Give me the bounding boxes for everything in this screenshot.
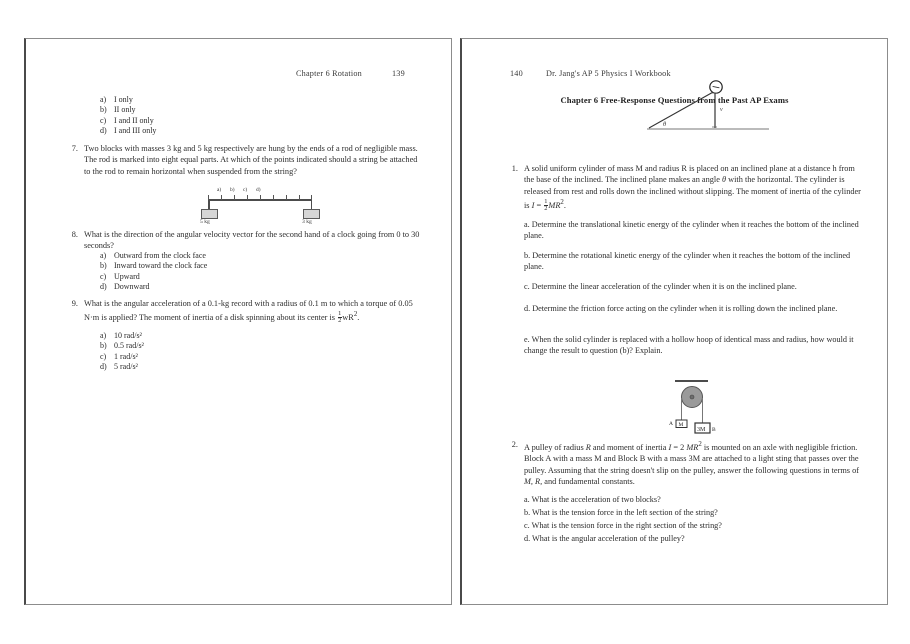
rod-point-label: a) — [217, 187, 222, 193]
question-9 — [62, 298, 422, 325]
page-number-right: 140 — [510, 69, 523, 78]
inertia-I: I — [668, 442, 672, 452]
choice-label: d) — [100, 362, 107, 372]
page-left — [24, 38, 452, 605]
choice-text: II only — [114, 105, 136, 115]
part-label: e. — [524, 335, 530, 344]
rod-tick — [247, 195, 248, 200]
part-label: a. — [524, 495, 530, 504]
question-2-part-c — [524, 520, 864, 531]
rod-point-label: d) — [256, 187, 261, 193]
theta-symbol: θ — [721, 175, 727, 185]
part-text: What is the tension force in the left section of the string? — [532, 508, 718, 517]
question-6-choices — [100, 95, 360, 137]
choice-item — [100, 116, 360, 126]
rod-tick — [208, 195, 209, 200]
choice-item — [100, 105, 360, 115]
question-2 — [502, 439, 864, 487]
formula-I: I — [531, 200, 535, 210]
choice-label: a) — [100, 95, 107, 104]
rod-tick — [311, 195, 312, 200]
formula-exponent: 2 — [698, 441, 702, 448]
choice-text: Downward — [114, 282, 150, 292]
formula-MR: MR — [686, 442, 699, 452]
choice-label: c) — [100, 115, 107, 125]
choice-item — [100, 341, 380, 351]
choice-item — [100, 95, 360, 105]
part-label: b. — [524, 508, 531, 517]
question-9-choices — [100, 331, 380, 373]
part-label: d. — [524, 304, 531, 313]
choice-item — [100, 352, 380, 362]
question-2-text-part2: and moment of inertia — [590, 442, 669, 452]
part-text: Determine the linear acceleration of the cylinder when it is on the inclined plane. — [531, 282, 797, 291]
question-2-text-part1: A pulley of radius — [524, 442, 586, 452]
question-1-part-e — [524, 334, 864, 357]
question-text — [524, 439, 864, 487]
variables-list: M, R, — [524, 476, 543, 486]
rod-tick — [221, 195, 222, 200]
question-number: 8. — [71, 230, 78, 239]
choice-label: c) — [100, 351, 107, 361]
question-text — [524, 163, 864, 213]
block-b-label: B — [712, 427, 716, 433]
question-8 — [62, 229, 422, 252]
running-head-chapter: Chapter 6 Rotation — [296, 69, 362, 78]
choice-text: Upward — [114, 271, 140, 281]
question-number: 7. — [71, 144, 78, 153]
question-8-choices — [100, 251, 380, 293]
choice-label: c) — [100, 271, 107, 281]
choice-label: a) — [100, 251, 107, 260]
pulley-with-two-blocks-diagram — [640, 377, 760, 439]
question-2-equals: = 2 — [671, 442, 687, 452]
question-2-part-a — [524, 494, 864, 505]
choice-label: d) — [100, 282, 107, 292]
running-head-title: Dr. Jang's AP 5 Physics I Workbook — [546, 69, 671, 78]
choice-text: 0.5 rad/s² — [114, 341, 144, 351]
choice-text: 1 rad/s² — [114, 351, 138, 361]
middle-dot: · — [90, 313, 93, 323]
rod-tick — [260, 195, 261, 200]
choice-text: I and III only — [114, 126, 157, 136]
part-label: b. — [524, 251, 531, 260]
part-label: d. — [524, 534, 531, 543]
choice-label: a) — [100, 331, 107, 340]
formula-MR: MR — [548, 200, 561, 210]
incline-hypotenuse — [649, 91, 715, 128]
fraction-denominator: 2 — [338, 317, 342, 325]
formula-exponent: 2 — [560, 199, 564, 207]
rod-tick — [286, 195, 287, 200]
question-text: Two blocks with masses 3 kg and 5 kg respectively are hung by the ends of a rod of negligible mass. The rod is marked into eight equal parts. At which of the points indicated should a string be attached to the rod to remain horizontal when suspended from the string? — [84, 144, 418, 176]
part-text: Determine the translational kinetic energy of the cylinder when it reaches the bottom of the inclined plane. — [524, 220, 859, 241]
chapter-title: Chapter 6 Free-Response Questions from the Past AP Exams — [560, 95, 789, 105]
choice-item — [100, 362, 380, 372]
block-a-mass-label: M — [678, 422, 684, 428]
question-2-part-d — [524, 533, 864, 544]
choice-item — [100, 126, 360, 136]
question-2-text-part4: and fundamental constants. — [542, 476, 635, 486]
choice-text: I only — [114, 95, 133, 104]
question-1-part-a — [524, 219, 864, 242]
rod-tick — [299, 195, 300, 200]
fraction-numerator: 1 — [544, 197, 548, 205]
choice-text: 10 rad/s² — [114, 331, 142, 340]
rod-tick — [273, 195, 274, 200]
part-label: c. — [524, 521, 530, 530]
rod-point-label: b) — [230, 187, 235, 193]
rod-with-masses-diagram — [186, 187, 336, 229]
angle-theta-label: θ — [663, 121, 667, 128]
pulley-axle — [690, 395, 694, 399]
question-1-part-c — [524, 281, 869, 292]
choice-label: b) — [100, 105, 107, 115]
fraction-numerator: 1 — [338, 309, 342, 317]
fraction-denominator: 2 — [544, 205, 548, 213]
question-number: 2. — [511, 440, 518, 449]
question-9-text-part2: m is applied? The moment of inertia of a disk spinning about its center is — [92, 313, 338, 323]
choice-label: b) — [100, 261, 107, 271]
question-text — [84, 298, 422, 325]
question-text: What is the direction of the angular velocity vector for the second hand of a clock going from 0 to 30 seconds? — [84, 230, 420, 251]
rod-left-mass-label: 5 kg — [200, 219, 210, 225]
rod-point-label: c) — [243, 187, 248, 193]
pulley-svg — [640, 377, 760, 439]
part-text: What is the acceleration of two blocks? — [531, 495, 661, 504]
question-1-text-part2: with the horizontal. The cylinder is released from rest and rolls down the inclined without slipping. The moment of inertia of the cylinder is — [524, 175, 861, 210]
rod-right-mass-block — [303, 209, 320, 219]
choice-text: I and II only — [114, 115, 154, 125]
incline-svg — [637, 77, 777, 139]
part-text: Determine the rotational kinetic energy of the cylinder when it reaches the bottom of the inclined plane. — [524, 251, 851, 272]
part-text: What is the angular acceleration of the pulley? — [532, 534, 685, 543]
part-text: Determine the friction force acting on the cylinder when it is rolling down the inclined plane. — [532, 304, 838, 313]
choice-text: Outward from the clock face — [114, 251, 206, 260]
page-number-left: 139 — [392, 69, 405, 78]
choice-item — [100, 251, 380, 261]
question-9-text-part3: wR — [342, 313, 354, 323]
question-1-part-b — [524, 250, 864, 273]
choice-text: 5 rad/s² — [114, 362, 138, 372]
part-label: c. — [524, 282, 530, 291]
formula-period: . — [563, 200, 566, 210]
part-text: When the solid cylinder is replaced with a hollow hoop of identical mass and radius, how would it change the result to question (b)? Explain. — [524, 335, 854, 356]
rod-tick — [234, 195, 235, 200]
page-right — [460, 38, 888, 605]
choice-item — [100, 261, 380, 271]
question-2-text-part3: is mounted on an axle with negligible friction. Block A with a mass M and Block B with a mass 3M are attached to a light sting that passes over the pulley. Assuming that the string doesn't slip on the pulley, answer the following questions in terms of — [524, 442, 860, 475]
part-label: a. — [524, 220, 530, 229]
choice-text: Inward toward the clock face — [114, 261, 208, 271]
formula-equals: = — [534, 200, 544, 210]
choice-label: b) — [100, 341, 107, 351]
question-1-text-part1: A solid uniform cylinder of mass M and radius R is placed on an inclined plane at a distance h from the base of the inclined. The inclined plane makes an angle — [524, 164, 855, 185]
choice-label: d) — [100, 126, 107, 136]
choice-item — [100, 282, 380, 292]
question-1 — [502, 163, 864, 213]
choice-item — [100, 331, 380, 341]
question-9-period: . — [357, 313, 360, 323]
question-number: 1. — [511, 164, 518, 173]
question-number: 9. — [71, 299, 78, 308]
block-b-mass-label: 3M — [697, 427, 706, 433]
rod-right-mass-label: 3 kg — [302, 219, 312, 225]
question-1-part-d — [524, 303, 864, 314]
height-v-label: v — [720, 107, 723, 113]
inclined-plane-with-cylinder-diagram — [637, 77, 777, 139]
question-2-part-b — [524, 507, 864, 518]
part-text: What is the tension force in the right section of the string? — [531, 521, 722, 530]
question-9-exponent: 2 — [353, 311, 358, 319]
choice-item — [100, 272, 380, 282]
block-a-label: A — [669, 421, 673, 427]
radius-R: R — [585, 442, 591, 452]
rod-left-mass-block — [201, 209, 218, 219]
question-7 — [62, 143, 420, 177]
question-9-text-part1: What is the angular acceleration of a 0.1-kg record with a radius of 0.1 m to which a torque of 0.05 N — [84, 299, 413, 323]
